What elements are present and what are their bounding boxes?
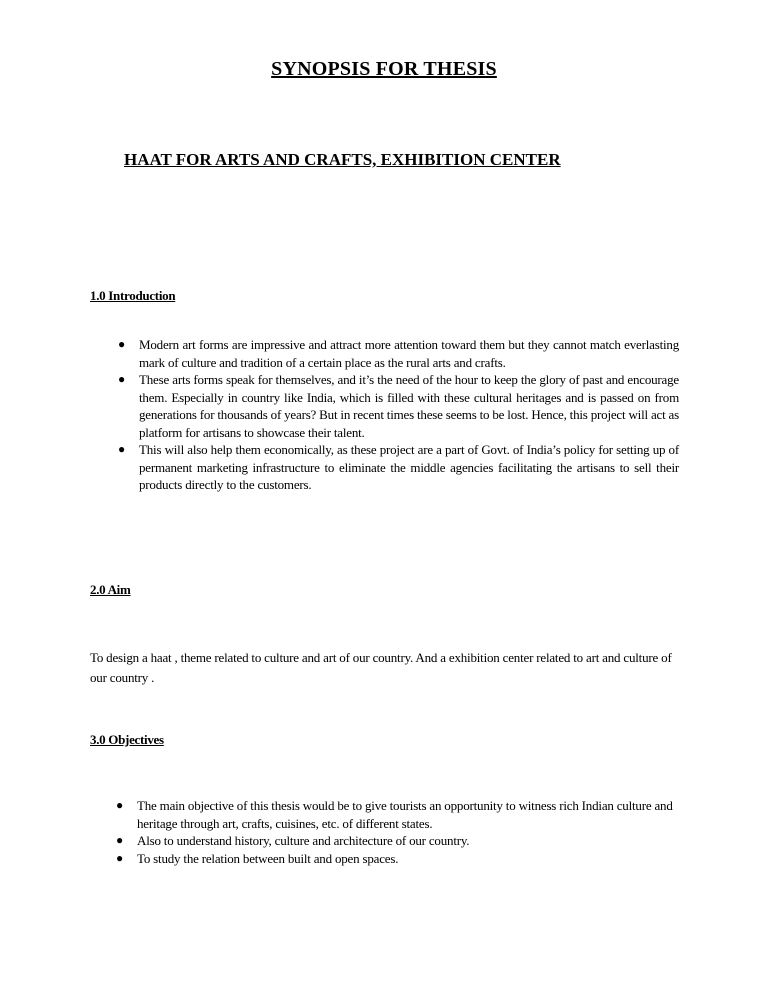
list-item [116, 850, 697, 868]
bullet-icon: ● [116, 798, 124, 812]
objectives-heading: 3.0 Objectives [90, 732, 164, 747]
list-item-text: Modern art forms are impressive and attract more attention toward them but they cannot match everlasting mark of culture and tradition of a certain place as the rural arts and crafts. [139, 337, 679, 370]
objectives-list [116, 797, 697, 867]
page-subtitle: HAAT FOR ARTS AND CRAFTS, EXHIBITION CENTER [124, 150, 561, 169]
list-item-text: Also to understand history, culture and architecture of our country. [137, 833, 470, 848]
list-item [116, 797, 697, 832]
list-item [118, 336, 679, 371]
page-title: SYNOPSIS FOR THESIS [271, 58, 497, 80]
list-item-text: This will also help them economically, as these project are a part of Govt. of India’s policy for setting up of permanent marketing infrastructure to eliminate the middle agencies facilitating the artisans to sell their products directly to the customers. [139, 442, 679, 492]
bullet-icon: ● [118, 337, 126, 351]
aim-paragraph: To design a haat , theme related to culture and art of our country. And a exhibition center related to art and culture of our country . [90, 650, 672, 685]
introduction-list [118, 336, 679, 494]
list-item [118, 441, 679, 494]
bullet-icon: ● [116, 850, 124, 865]
introduction-heading: 1.0 Introduction [90, 288, 176, 303]
list-item [116, 832, 697, 850]
bullet-icon: ● [118, 442, 126, 456]
list-item-text: The main objective of this thesis would be to give tourists an opportunity to witness rich Indian culture and heritage through art, crafts, cuisines, etc. of different states. [137, 798, 673, 831]
list-item [118, 371, 679, 441]
aim-heading: 2.0 Aim [90, 582, 131, 597]
bullet-icon: ● [118, 372, 126, 386]
bullet-icon: ● [116, 833, 124, 847]
list-item-text: These arts forms speak for themselves, and it’s the need of the hour to keep the glory of past and encourage them. Especially in country like India, which is filled with these cultural heritages and is passed on from generations for thousands of years? But in recent times these seems to be lost. Hence, this project will act as platform for artisans to showcase their talent. [139, 372, 679, 440]
list-item-text: To study the relation between built and open spaces. [137, 850, 399, 866]
